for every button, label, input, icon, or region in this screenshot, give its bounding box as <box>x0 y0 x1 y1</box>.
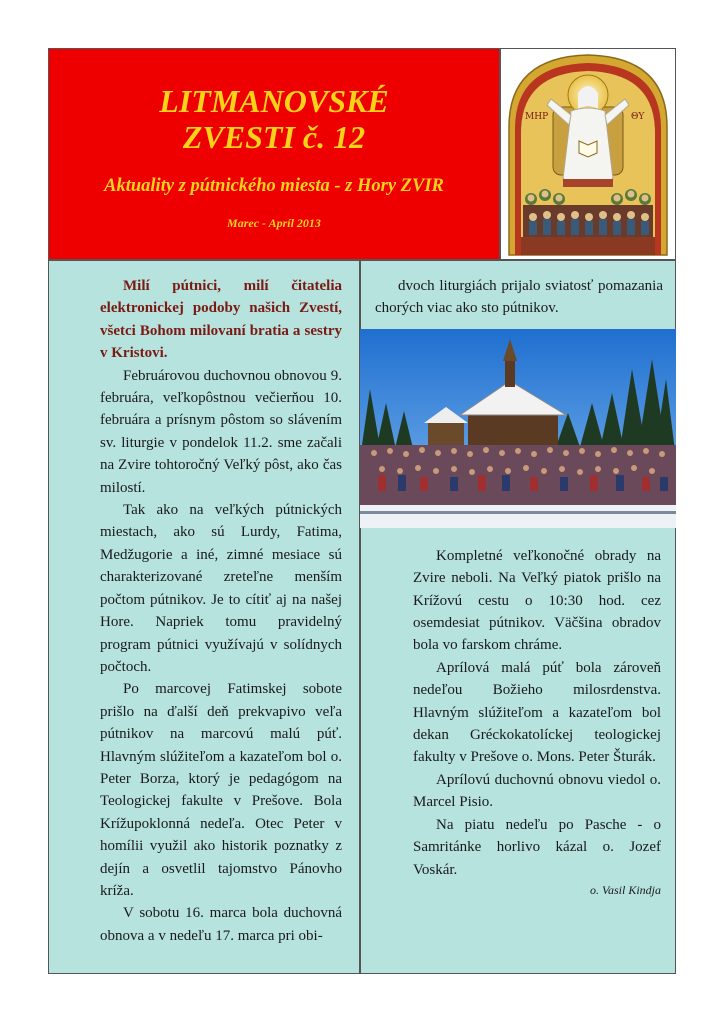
title-line-2: ZVESTI č. 12 <box>182 119 366 155</box>
header-banner <box>48 48 500 260</box>
pilgrims-group-photo <box>360 329 676 528</box>
icon-illustration <box>501 49 675 259</box>
article-paragraph: Tak ako na veľkých pútnických miestach, ako sú Lurdy, Fatima, Medžugorie a iné, zimné mesiace sú charakterizované zreteľne menším počtom pútnikov. Je to cítiť aj na našej Hore. Napriek tomu pravidelný program pútnici využívajú v solídnych počtoch. <box>100 502 342 675</box>
newsletter-title <box>49 83 499 155</box>
article-paragraph: Kompletné veľkonočné obrady na Zvire neboli. Na Veľký piatok prišlo na Krížovú cestu o 10:30 hod. cez osemdesiat pútnikov. Väčšina obradov bola vo farskom chráme. <box>413 547 661 654</box>
greeting-paragraph: Milí pútnici, milí čitatelia elektronickej podoby našich Zvestí, všetci Bohom milovaní bratia a sestry v Kristovi. <box>100 278 342 362</box>
issue-date: Marec - Apríl 2013 <box>227 216 321 230</box>
author-signature: o. Vasil Kindja <box>589 882 661 897</box>
icon-inscription-left: ΜΗΡ <box>525 112 549 122</box>
left-text-column <box>48 260 360 974</box>
title-line-1: LITMANOVSKÉ <box>159 83 389 119</box>
continuation-paragraph: dvoch liturgiách prijalo sviatosť pomazania chorých viac ako sto pútnikov. <box>375 278 663 317</box>
mary-enthroned-icon-image <box>500 48 676 260</box>
article-paragraph: Na piatu nedeľu po Pasche - o Samritánke horlivo kázal o. Jozef Voskár. <box>413 816 661 878</box>
right-text-column <box>360 260 676 974</box>
icon-inscription-right: ΘΥ <box>631 112 645 122</box>
article-paragraph: V sobotu 16. marca bola duchovná obnova a v nedeľu 17. marca pri obi- <box>100 905 342 944</box>
article-paragraph: Aprílovú duchovnú obnovu viedol o. Marcel Pisio. <box>413 771 661 811</box>
newsletter-subtitle: Aktuality z pútnického miesta - z Hory ZVIR <box>104 176 444 196</box>
article-paragraph: Februárovou duchovnou obnovou 9. februára, veľkopôstnou večierňou 10. februára a prísnym pôstom so slávením sv. liturgie v pondelok 11.2. sme začali na Zvire tohtoročný Veľký pôst, ako čas milostí. <box>100 367 342 496</box>
article-paragraph: Aprílová malá púť bola zároveň nedeľou Božieho milosrdenstva. Hlavným slúžiteľom a kazateľom bol dekan Gréckokatolíckej teologickej fakulty v Prešove o. Mons. Peter Šturák. <box>413 659 661 766</box>
article-paragraph: Po marcovej Fatimskej sobote prišlo na ďalší deň prekvapivo veľa pútnikov na marcovú malú púť. Hlavným slúžiteľom a kazateľom bol o. Peter Borza, ktorý je pedagógom na Teologickej fakulte v Prešove. Bola Krížupoklonná nedeľa. Otec Peter v homílii využil ako historik poznatky z dejín a osvetlil tajomstvo Pánovho kríža. <box>100 681 342 899</box>
